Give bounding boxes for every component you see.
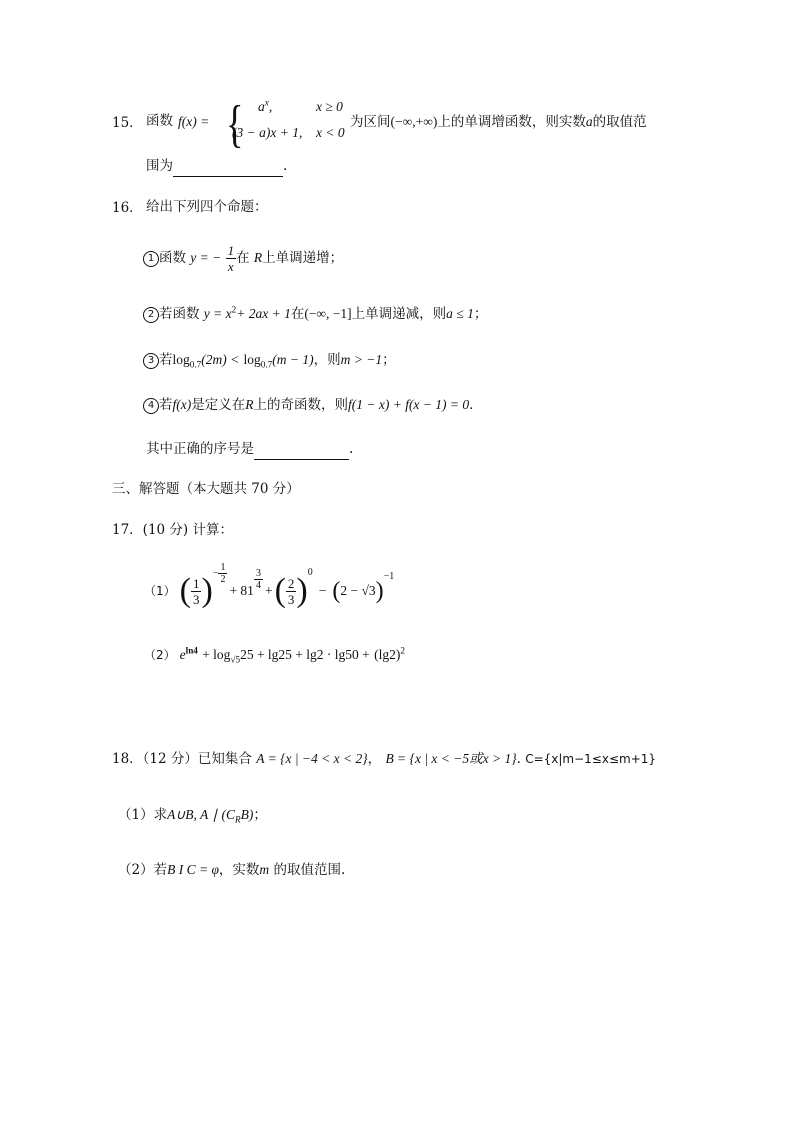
q18-part-1: （1）求A∪B, A ∣ $(C_RB)$； <box>118 807 267 825</box>
q16-number: 16． <box>112 200 143 216</box>
q17-lead: 17．(10 分) 计算： <box>112 522 233 538</box>
q15-case1-cond: x ≥ 0 <box>316 99 343 114</box>
q15-lead: 函数 <box>146 113 173 129</box>
q15-case2-cond: x < 0 <box>316 125 345 140</box>
q15-answer-blank[interactable] <box>173 162 283 177</box>
q15-brace: { <box>226 96 244 153</box>
q16-p1-frac: $\frac{1}{x}$ <box>227 243 235 274</box>
q17-part-1: （1） ( $\frac{1}{3}$ ) − $\frac{1}{2}$ + 81 $\frac{3}{4}$ + ( $\frac{2}{3}$ ) 0 − ( 2 − √3 ) −1 <box>144 561 395 609</box>
q18-lead: 18．（12 分）已知集合 A = {x | −4 < x < 2}， B = {x | x < −5或x > 1}. C={x|m−1≤x≤m+1} <box>112 751 657 767</box>
q16-prop-1: 1 函数 y = − $\frac{1}{x}$ 在 R上单调递增； <box>143 243 343 274</box>
circle-3-icon: 3 <box>143 353 159 369</box>
q15-func: f(x) = <box>178 114 210 129</box>
q16-prop-2: 2 若函数 $y = x^2+ 2ax + 1$在(−∞, −1]上单调递减，则a ≤ 1； <box>143 307 487 323</box>
circle-2-icon: 2 <box>143 307 159 323</box>
q16-prop-4: 4 若f(x)是定义在R上的奇函数，则f(1 − x) + f(x − 1) = 0． <box>143 398 483 414</box>
q16-answer: 其中正确的序号是 . <box>146 443 353 460</box>
q16-prop-3: 3 若$\log_{0.7}(2m) < \log_{0.7}(m - 1)$，则m > −1； <box>143 353 396 369</box>
q17-part-2: （2） $e^{ln4} + \log_{√5}25 + \lg 25 + \lg 2 \cdot \lg 50 + (\lg 2)^2$ <box>144 645 405 665</box>
q15-text-a: 为区间(−∞,+∞)上的单调增函数，则实数a的取值范 <box>350 114 647 130</box>
q15-case2-expr: (3 − a)x + 1, <box>232 125 303 140</box>
q16-intro: 给出下列四个命题： <box>146 199 268 215</box>
section-3-heading: 三、解答题（本大题共 70 分） <box>112 481 300 497</box>
circle-1-icon: 1 <box>143 251 159 267</box>
q16-answer-blank[interactable] <box>254 445 349 460</box>
q15-line2: 围为 . <box>146 160 287 177</box>
q15-case1-expr: $a^x$, <box>258 97 273 114</box>
q15-number: 15． <box>112 115 143 131</box>
circle-4-icon: 4 <box>143 398 159 414</box>
q18-part-2: （2）若B I C = φ，实数m 的取值范围. <box>118 862 346 878</box>
